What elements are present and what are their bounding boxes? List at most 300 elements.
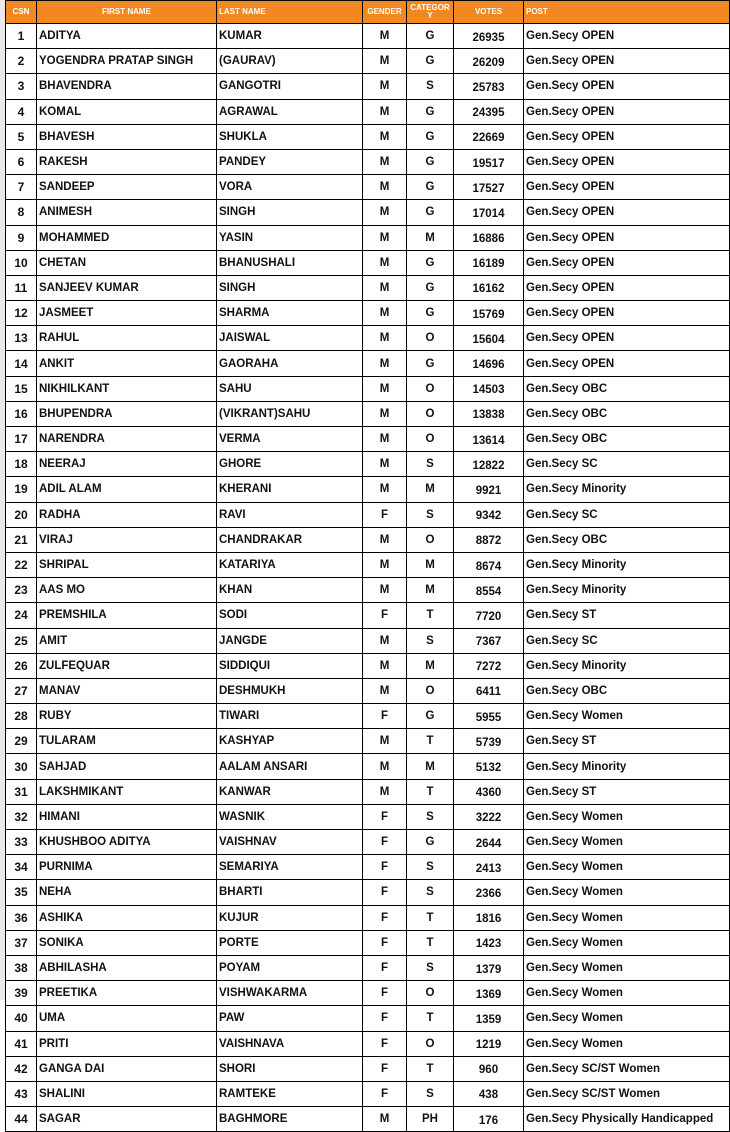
cell-csn: 42 [6, 1056, 37, 1081]
table-row [6, 1056, 730, 1081]
cell-first-name: PREMSHILA [37, 603, 217, 628]
cell-last-name: KASHYAP [217, 729, 363, 754]
cell-post: Gen.Secy OBC [524, 527, 730, 552]
cell-gender: M [363, 376, 407, 401]
cell-first-name: SHRIPAL [37, 552, 217, 577]
cell-gender: M [363, 678, 407, 703]
cell-csn: 41 [6, 1031, 37, 1056]
cell-votes: 1219 [454, 1031, 524, 1056]
cell-first-name: NARENDRA [37, 427, 217, 452]
cell-gender: F [363, 1056, 407, 1081]
cell-csn: 6 [6, 149, 37, 174]
cell-gender: F [363, 930, 407, 955]
table-body [6, 24, 730, 1132]
cell-gender: F [363, 955, 407, 980]
cell-first-name: SANDEEP [37, 175, 217, 200]
cell-post: Gen.Secy Minority [524, 653, 730, 678]
cell-post: Gen.Secy Women [524, 981, 730, 1006]
cell-post: Gen.Secy ST [524, 779, 730, 804]
cell-votes: 1369 [454, 981, 524, 1006]
table-row [6, 99, 730, 124]
cell-last-name: SHARMA [217, 301, 363, 326]
cell-votes: 9921 [454, 477, 524, 502]
cell-csn: 8 [6, 200, 37, 225]
table-row [6, 1006, 730, 1031]
cell-post: Gen.Secy Women [524, 930, 730, 955]
cell-category: T [407, 603, 454, 628]
cell-post: Gen.Secy SC [524, 452, 730, 477]
cell-votes: 22669 [454, 124, 524, 149]
cell-votes: 14503 [454, 376, 524, 401]
cell-gender: M [363, 578, 407, 603]
cell-post: Gen.Secy Minority [524, 578, 730, 603]
cell-last-name: SAHU [217, 376, 363, 401]
cell-post: Gen.Secy Women [524, 905, 730, 930]
cell-csn: 3 [6, 74, 37, 99]
table-row [6, 49, 730, 74]
cell-post: Gen.Secy OPEN [524, 149, 730, 174]
cell-last-name: SINGH [217, 200, 363, 225]
table-row [6, 376, 730, 401]
cell-votes: 24395 [454, 99, 524, 124]
cell-last-name: PANDEY [217, 149, 363, 174]
table-row [6, 275, 730, 300]
cell-votes: 438 [454, 1081, 524, 1106]
table-row [6, 452, 730, 477]
cell-first-name: PURNIMA [37, 855, 217, 880]
cell-first-name: JASMEET [37, 301, 217, 326]
cell-votes: 12822 [454, 452, 524, 477]
cell-first-name: NEHA [37, 880, 217, 905]
cell-first-name: MOHAMMED [37, 225, 217, 250]
cell-category: M [407, 754, 454, 779]
cell-category: T [407, 729, 454, 754]
cell-csn: 10 [6, 250, 37, 275]
cell-category: S [407, 880, 454, 905]
cell-category: O [407, 376, 454, 401]
cell-post: Gen.Secy OBC [524, 427, 730, 452]
cell-votes: 2644 [454, 830, 524, 855]
cell-gender: M [363, 653, 407, 678]
table-row [6, 779, 730, 804]
cell-category: S [407, 955, 454, 980]
cell-gender: M [363, 175, 407, 200]
table-row [6, 301, 730, 326]
table-row [6, 24, 730, 49]
cell-last-name: VORA [217, 175, 363, 200]
results-table [5, 0, 730, 1132]
header-votes: VOTES [454, 1, 524, 24]
cell-first-name: TULARAM [37, 729, 217, 754]
cell-post: Gen.Secy OPEN [524, 124, 730, 149]
cell-post: Gen.Secy OPEN [524, 74, 730, 99]
cell-post: Gen.Secy OPEN [524, 301, 730, 326]
cell-first-name: SAGAR [37, 1107, 217, 1132]
cell-first-name: RAKESH [37, 149, 217, 174]
cell-first-name: LAKSHMIKANT [37, 779, 217, 804]
cell-votes: 6411 [454, 678, 524, 703]
cell-category: O [407, 981, 454, 1006]
header-csn: CSN [6, 1, 37, 24]
cell-last-name: YASIN [217, 225, 363, 250]
table-row [6, 427, 730, 452]
cell-last-name: POYAM [217, 955, 363, 980]
cell-category: G [407, 24, 454, 49]
cell-post: Gen.Secy Women [524, 855, 730, 880]
cell-category: S [407, 804, 454, 829]
cell-gender: M [363, 754, 407, 779]
cell-last-name: AALAM ANSARI [217, 754, 363, 779]
cell-category: T [407, 1056, 454, 1081]
cell-category: T [407, 930, 454, 955]
cell-votes: 13614 [454, 427, 524, 452]
header-first-name: FIRST NAME [37, 1, 217, 24]
cell-gender: F [363, 855, 407, 880]
cell-votes: 26935 [454, 24, 524, 49]
cell-last-name: VERMA [217, 427, 363, 452]
table-row [6, 1031, 730, 1056]
cell-first-name: MANAV [37, 678, 217, 703]
cell-votes: 16886 [454, 225, 524, 250]
cell-csn: 31 [6, 779, 37, 804]
table-header [6, 1, 730, 24]
cell-votes: 16162 [454, 275, 524, 300]
cell-gender: M [363, 1107, 407, 1132]
cell-votes: 8554 [454, 578, 524, 603]
cell-gender: M [363, 225, 407, 250]
cell-csn: 11 [6, 275, 37, 300]
cell-csn: 1 [6, 24, 37, 49]
cell-votes: 176 [454, 1107, 524, 1132]
table-row [6, 74, 730, 99]
cell-category: S [407, 1081, 454, 1106]
cell-votes: 16189 [454, 250, 524, 275]
table-row [6, 855, 730, 880]
cell-category: O [407, 427, 454, 452]
cell-post: Gen.Secy OBC [524, 678, 730, 703]
cell-votes: 5132 [454, 754, 524, 779]
cell-votes: 7720 [454, 603, 524, 628]
cell-first-name: ADIL ALAM [37, 477, 217, 502]
cell-category: G [407, 704, 454, 729]
cell-csn: 44 [6, 1107, 37, 1132]
cell-csn: 23 [6, 578, 37, 603]
cell-csn: 43 [6, 1081, 37, 1106]
cell-gender: M [363, 552, 407, 577]
cell-first-name: ADITYA [37, 24, 217, 49]
header-gender: GENDER [363, 1, 407, 24]
cell-first-name: ABHILASHA [37, 955, 217, 980]
cell-category: G [407, 301, 454, 326]
cell-first-name: VIRAJ [37, 527, 217, 552]
cell-csn: 4 [6, 99, 37, 124]
table-row [6, 880, 730, 905]
cell-first-name: ANIMESH [37, 200, 217, 225]
table-row [6, 149, 730, 174]
cell-last-name: BAGHMORE [217, 1107, 363, 1132]
cell-last-name: PAW [217, 1006, 363, 1031]
cell-csn: 22 [6, 552, 37, 577]
cell-category: G [407, 830, 454, 855]
cell-post: Gen.Secy Women [524, 830, 730, 855]
table-row [6, 250, 730, 275]
cell-csn: 28 [6, 704, 37, 729]
cell-last-name: RAVI [217, 502, 363, 527]
cell-last-name: CHANDRAKAR [217, 527, 363, 552]
cell-gender: M [363, 149, 407, 174]
cell-gender: M [363, 401, 407, 426]
cell-gender: M [363, 351, 407, 376]
header-last-name: LAST NAME [217, 1, 363, 24]
cell-gender: M [363, 275, 407, 300]
cell-votes: 17014 [454, 200, 524, 225]
table-row [6, 628, 730, 653]
header-category [407, 1, 454, 24]
cell-gender: M [363, 74, 407, 99]
cell-votes: 3222 [454, 804, 524, 829]
cell-post: Gen.Secy OPEN [524, 225, 730, 250]
cell-post: Gen.Secy OPEN [524, 175, 730, 200]
cell-category: O [407, 401, 454, 426]
cell-csn: 29 [6, 729, 37, 754]
cell-votes: 14696 [454, 351, 524, 376]
cell-category: G [407, 275, 454, 300]
table-row [6, 603, 730, 628]
cell-category: G [407, 99, 454, 124]
cell-votes: 25783 [454, 74, 524, 99]
cell-votes: 17527 [454, 175, 524, 200]
cell-gender: F [363, 880, 407, 905]
cell-csn: 9 [6, 225, 37, 250]
cell-first-name: NEERAJ [37, 452, 217, 477]
cell-first-name: BHAVESH [37, 124, 217, 149]
cell-gender: M [363, 250, 407, 275]
cell-first-name: SONIKA [37, 930, 217, 955]
cell-last-name: KUMAR [217, 24, 363, 49]
cell-post: Gen.Secy OPEN [524, 275, 730, 300]
cell-csn: 35 [6, 880, 37, 905]
header-category-line2: Y [427, 11, 433, 20]
table-row [6, 175, 730, 200]
cell-csn: 33 [6, 830, 37, 855]
cell-csn: 17 [6, 427, 37, 452]
cell-csn: 36 [6, 905, 37, 930]
cell-last-name: KHERANI [217, 477, 363, 502]
cell-first-name: KOMAL [37, 99, 217, 124]
table-row [6, 124, 730, 149]
cell-post: Gen.Secy Women [524, 880, 730, 905]
cell-last-name: RAMTEKE [217, 1081, 363, 1106]
cell-category: T [407, 1006, 454, 1031]
cell-gender: F [363, 905, 407, 930]
cell-gender: M [363, 99, 407, 124]
table-row [6, 225, 730, 250]
cell-csn: 38 [6, 955, 37, 980]
cell-last-name: GAORAHA [217, 351, 363, 376]
cell-first-name: GANGA DAI [37, 1056, 217, 1081]
cell-gender: M [363, 729, 407, 754]
cell-last-name: VAISHNAVA [217, 1031, 363, 1056]
cell-votes: 26209 [454, 49, 524, 74]
cell-votes: 7272 [454, 653, 524, 678]
cell-category: S [407, 855, 454, 880]
cell-category: M [407, 225, 454, 250]
cell-post: Gen.Secy Women [524, 955, 730, 980]
cell-last-name: SIDDIQUI [217, 653, 363, 678]
cell-post: Gen.Secy SC [524, 502, 730, 527]
cell-csn: 26 [6, 653, 37, 678]
cell-post: Gen.Secy ST [524, 603, 730, 628]
cell-post: Gen.Secy Women [524, 1006, 730, 1031]
cell-post: Gen.Secy SC/ST Women [524, 1081, 730, 1106]
cell-category: M [407, 578, 454, 603]
cell-category: M [407, 653, 454, 678]
table-row [6, 955, 730, 980]
table-row [6, 1107, 730, 1132]
cell-votes: 5739 [454, 729, 524, 754]
cell-csn: 19 [6, 477, 37, 502]
cell-csn: 20 [6, 502, 37, 527]
cell-first-name: ASHIKA [37, 905, 217, 930]
cell-last-name: PORTE [217, 930, 363, 955]
table-row [6, 930, 730, 955]
cell-last-name: AGRAWAL [217, 99, 363, 124]
cell-votes: 2413 [454, 855, 524, 880]
cell-first-name: CHETAN [37, 250, 217, 275]
cell-post: Gen.Secy SC/ST Women [524, 1056, 730, 1081]
table-row [6, 1081, 730, 1106]
cell-votes: 1816 [454, 905, 524, 930]
table-row [6, 578, 730, 603]
cell-last-name: SEMARIYA [217, 855, 363, 880]
cell-category: M [407, 552, 454, 577]
cell-post: Gen.Secy OPEN [524, 200, 730, 225]
cell-last-name: BHANUSHALI [217, 250, 363, 275]
cell-votes: 2366 [454, 880, 524, 905]
cell-gender: F [363, 1031, 407, 1056]
cell-first-name: RAHUL [37, 326, 217, 351]
cell-category: G [407, 351, 454, 376]
cell-first-name: ZULFEQUAR [37, 653, 217, 678]
cell-votes: 19517 [454, 149, 524, 174]
cell-csn: 16 [6, 401, 37, 426]
cell-post: Gen.Secy Women [524, 1031, 730, 1056]
cell-category: G [407, 250, 454, 275]
cell-csn: 21 [6, 527, 37, 552]
cell-csn: 2 [6, 49, 37, 74]
cell-post: Gen.Secy Minority [524, 754, 730, 779]
cell-votes: 1379 [454, 955, 524, 980]
cell-last-name: KATARIYA [217, 552, 363, 577]
cell-last-name: JAISWAL [217, 326, 363, 351]
table-row [6, 502, 730, 527]
cell-last-name: (GAURAV) [217, 49, 363, 74]
table-row [6, 552, 730, 577]
table-row [6, 981, 730, 1006]
cell-first-name: BHUPENDRA [37, 401, 217, 426]
cell-gender: F [363, 603, 407, 628]
cell-gender: F [363, 1006, 407, 1031]
cell-csn: 18 [6, 452, 37, 477]
cell-csn: 5 [6, 124, 37, 149]
cell-last-name: (VIKRANT)SAHU [217, 401, 363, 426]
cell-category: T [407, 779, 454, 804]
cell-last-name: KUJUR [217, 905, 363, 930]
cell-post: Gen.Secy OPEN [524, 351, 730, 376]
cell-category: O [407, 678, 454, 703]
cell-category: T [407, 905, 454, 930]
table-row [6, 653, 730, 678]
cell-first-name: HIMANI [37, 804, 217, 829]
cell-category: M [407, 477, 454, 502]
cell-gender: M [363, 49, 407, 74]
cell-gender: M [363, 200, 407, 225]
cell-gender: M [363, 427, 407, 452]
cell-csn: 40 [6, 1006, 37, 1031]
cell-category: G [407, 175, 454, 200]
table-row [6, 200, 730, 225]
cell-votes: 4360 [454, 779, 524, 804]
table-row [6, 804, 730, 829]
table-row [6, 351, 730, 376]
table-row [6, 905, 730, 930]
cell-csn: 39 [6, 981, 37, 1006]
table-row [6, 326, 730, 351]
cell-first-name: PRITI [37, 1031, 217, 1056]
cell-first-name: AMIT [37, 628, 217, 653]
cell-last-name: GHORE [217, 452, 363, 477]
cell-category: O [407, 1031, 454, 1056]
cell-category: O [407, 527, 454, 552]
cell-post: Gen.Secy Physically Handicapped [524, 1107, 730, 1132]
cell-category: S [407, 74, 454, 99]
cell-gender: M [363, 628, 407, 653]
cell-gender: M [363, 477, 407, 502]
cell-post: Gen.Secy Women [524, 704, 730, 729]
cell-csn: 32 [6, 804, 37, 829]
cell-last-name: BHARTI [217, 880, 363, 905]
cell-votes: 13838 [454, 401, 524, 426]
table-row [6, 830, 730, 855]
table-row [6, 678, 730, 703]
cell-category: PH [407, 1107, 454, 1132]
cell-csn: 12 [6, 301, 37, 326]
cell-votes: 9342 [454, 502, 524, 527]
cell-first-name: KHUSHBOO ADITYA [37, 830, 217, 855]
cell-category: S [407, 628, 454, 653]
cell-last-name: GANGOTRI [217, 74, 363, 99]
table-row [6, 477, 730, 502]
cell-gender: F [363, 1081, 407, 1106]
cell-votes: 960 [454, 1056, 524, 1081]
cell-category: G [407, 49, 454, 74]
cell-csn: 7 [6, 175, 37, 200]
cell-last-name: SHORI [217, 1056, 363, 1081]
table-row [6, 729, 730, 754]
cell-post: Gen.Secy Minority [524, 552, 730, 577]
cell-first-name: UMA [37, 1006, 217, 1031]
cell-gender: M [363, 124, 407, 149]
cell-first-name: ANKIT [37, 351, 217, 376]
cell-csn: 15 [6, 376, 37, 401]
cell-votes: 15604 [454, 326, 524, 351]
cell-csn: 25 [6, 628, 37, 653]
cell-gender: M [363, 779, 407, 804]
cell-gender: M [363, 527, 407, 552]
cell-last-name: VISHWAKARMA [217, 981, 363, 1006]
cell-category: S [407, 452, 454, 477]
cell-post: Gen.Secy SC [524, 628, 730, 653]
